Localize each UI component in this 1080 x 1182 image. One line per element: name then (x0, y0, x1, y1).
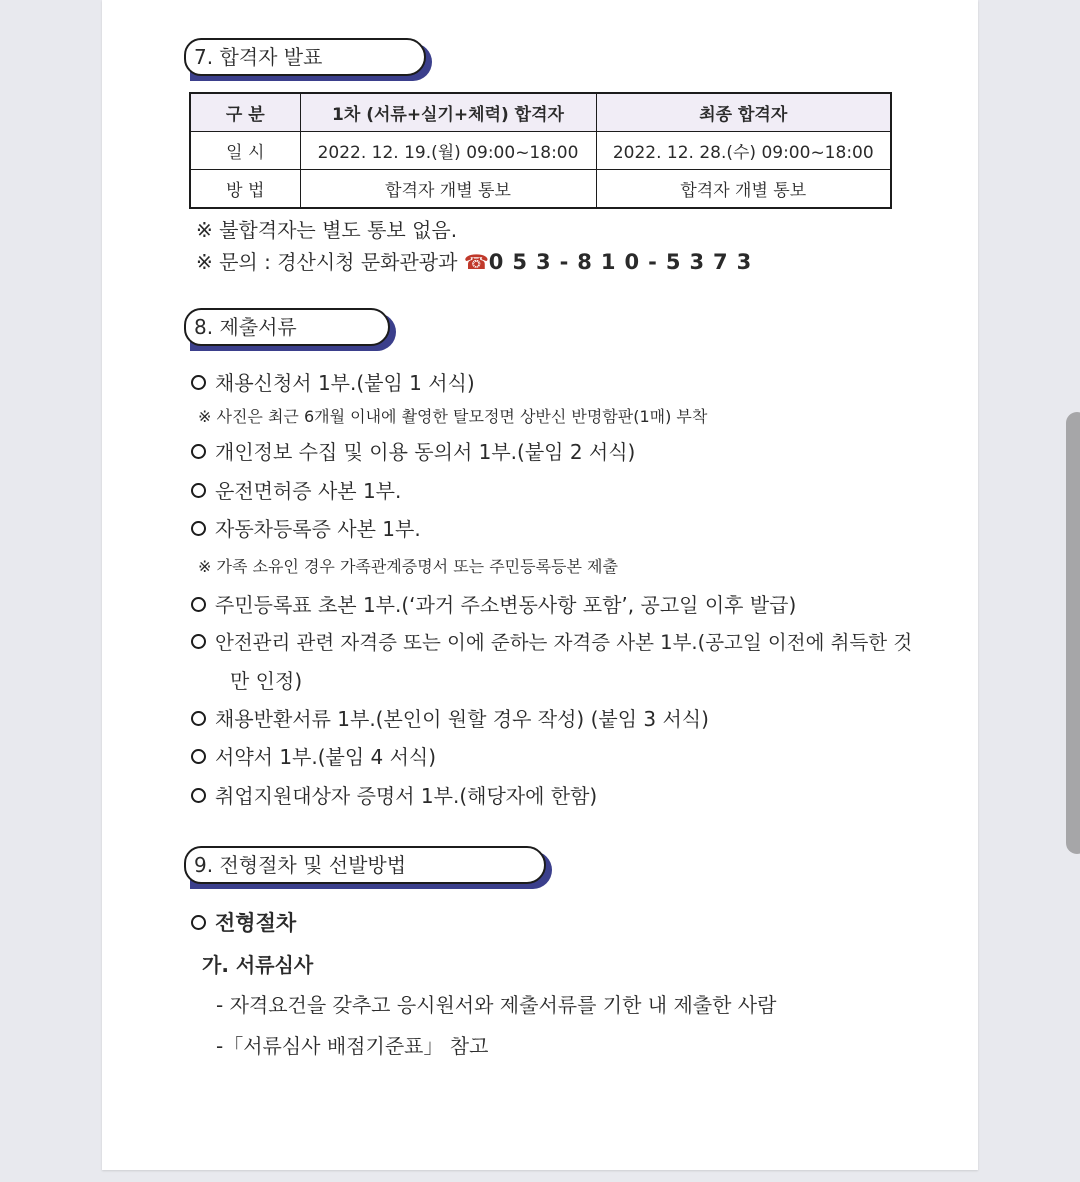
list-item-continuation: 만 인정) (230, 669, 303, 693)
phone-icon: ☎ (463, 250, 489, 274)
announcement-table (189, 92, 892, 209)
list-item: 채용반환서류 1부.(본인이 원할 경우 작성) (붙임 3 서식) (191, 703, 709, 732)
list-item: 자동차등록증 사본 1부. (191, 513, 421, 542)
list-note: ※ 사진은 최근 6개월 이내에 촬영한 탈모정면 상반신 반명함판(1매) 부착 (198, 407, 708, 426)
circle-bullet-icon (191, 915, 206, 930)
circle-bullet-icon (191, 711, 206, 726)
table-row (190, 132, 891, 170)
circle-bullet-icon (191, 521, 206, 536)
scrollbar-thumb[interactable] (1066, 412, 1080, 854)
section-8-heading: 8. 제출서류 (184, 308, 390, 346)
table-header-cell: 최종 합격자 (596, 93, 891, 132)
table-cell: 2022. 12. 19.(월) 09:00~18:00 (300, 132, 596, 170)
table-header-row (190, 93, 891, 132)
circle-bullet-icon (191, 788, 206, 803)
table-cell: 방 법 (190, 170, 300, 209)
section-9-heading: 9. 전형절차 및 선발방법 (184, 846, 546, 884)
table-cell: 2022. 12. 28.(수) 09:00~18:00 (596, 132, 891, 170)
circle-bullet-icon (191, 375, 206, 390)
phone-number: 053-810-5373 (488, 250, 761, 274)
table-row (190, 170, 891, 209)
list-item: 운전면허증 사본 1부. (191, 475, 401, 504)
list-note: ※ 가족 소유인 경우 가족관계증명서 또는 주민등록등본 제출 (198, 557, 618, 576)
section-7-heading: 7. 합격자 발표 (184, 38, 426, 76)
circle-bullet-icon (191, 749, 206, 764)
step-item: - 자격요건을 갖추고 응시원서와 제출서류를 기한 내 제출한 사람 (216, 993, 777, 1017)
step-title: 가. 서류심사 (202, 953, 314, 977)
list-item: 서약서 1부.(붙임 4 서식) (191, 741, 436, 770)
sub-heading: 전형절차 (191, 907, 296, 937)
circle-bullet-icon (191, 483, 206, 498)
circle-bullet-icon (191, 597, 206, 612)
list-item: 채용신청서 1부.(붙임 1 서식) (191, 367, 475, 396)
note-contact (196, 246, 760, 275)
step-item: -「서류심사 배점기준표」 참고 (216, 1034, 489, 1058)
list-item: 취업지원대상자 증명서 1부.(해당자에 한함) (191, 780, 597, 809)
table-cell: 합격자 개별 통보 (596, 170, 891, 209)
note-no-notice: ※ 불합격자는 별도 통보 없음. (196, 218, 458, 242)
contact-label: ※ 문의 : 경산시청 문화관광과 (196, 250, 464, 274)
circle-bullet-icon (191, 634, 206, 649)
list-item: 주민등록표 초본 1부.(‘과거 주소변동사항 포함’, 공고일 이후 발급) (191, 589, 796, 618)
table-cell: 일 시 (190, 132, 300, 170)
list-item: 안전관리 관련 자격증 또는 이에 준하는 자격증 사본 1부.(공고일 이전에 취득한 것 (191, 627, 912, 655)
circle-bullet-icon (191, 444, 206, 459)
table-header-cell: 1차 (서류+실기+체력) 합격자 (300, 93, 596, 132)
list-item: 개인정보 수집 및 이용 동의서 1부.(붙임 2 서식) (191, 436, 635, 465)
table-header-cell: 구 분 (190, 93, 300, 132)
table-cell: 합격자 개별 통보 (300, 170, 596, 209)
